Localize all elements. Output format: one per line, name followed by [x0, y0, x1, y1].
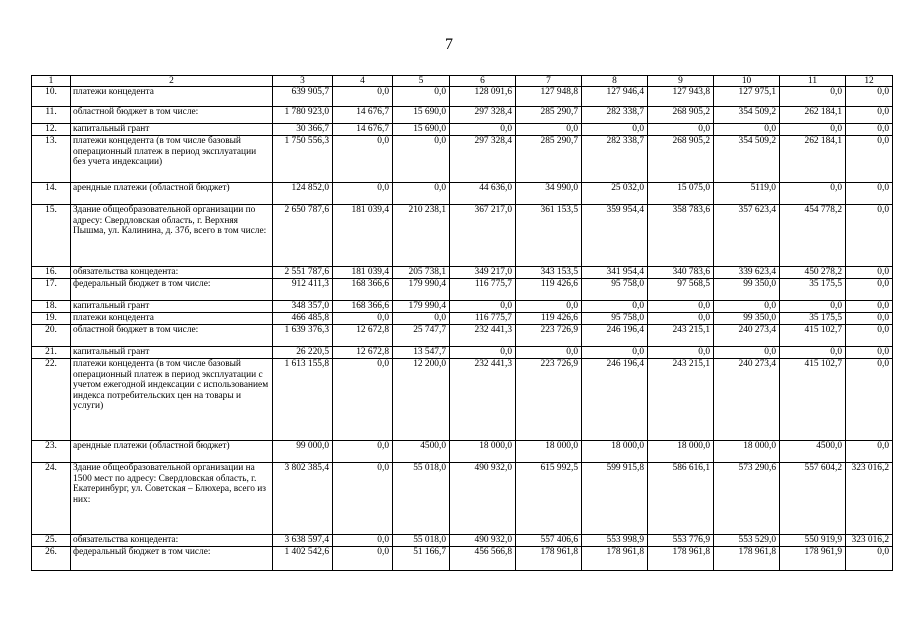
row-number-cell: 26. [32, 547, 71, 571]
amount-cell: 0,0 [648, 347, 714, 359]
row-number-cell: 10. [32, 87, 71, 107]
amount-cell: 323 016,2 [846, 535, 893, 547]
table-row [32, 107, 893, 124]
amount-cell: 0,0 [393, 136, 450, 183]
table-row [32, 205, 893, 267]
amount-cell: 35 175,5 [780, 279, 846, 301]
table-row [32, 347, 893, 359]
row-number-cell: 21. [32, 347, 71, 359]
row-number-cell: 16. [32, 267, 71, 279]
amount-cell: 97 568,5 [648, 279, 714, 301]
row-number-cell: 17. [32, 279, 71, 301]
amount-cell: 15 690,0 [393, 124, 450, 136]
amount-cell: 127 946,4 [582, 87, 648, 107]
amount-cell: 127 975,1 [714, 87, 780, 107]
amount-cell: 367 217,0 [450, 205, 516, 267]
amount-cell: 232 441,3 [450, 359, 516, 441]
column-number-header: 6 [450, 76, 516, 87]
amount-cell: 0,0 [582, 124, 648, 136]
amount-cell: 18 000,0 [648, 441, 714, 463]
amount-cell: 205 738,1 [393, 267, 450, 279]
amount-cell: 55 018,0 [393, 463, 450, 535]
column-number-header: 2 [71, 76, 273, 87]
page-number: 7 [445, 36, 453, 53]
amount-cell: 282 338,7 [582, 107, 648, 124]
amount-cell: 550 919,9 [780, 535, 846, 547]
amount-cell: 297 328,4 [450, 107, 516, 124]
amount-cell: 268 905,2 [648, 107, 714, 124]
amount-cell: 232 441,3 [450, 325, 516, 347]
amount-cell: 456 566,8 [450, 547, 516, 571]
row-number-cell: 24. [32, 463, 71, 535]
row-number-cell: 20. [32, 325, 71, 347]
item-name-cell: капитальный грант [71, 347, 273, 359]
amount-cell: 0,0 [333, 535, 393, 547]
amount-cell: 639 905,7 [273, 87, 333, 107]
item-name-cell: обязательства концедента: [71, 535, 273, 547]
table-header-row [32, 76, 893, 87]
column-number-header: 11 [780, 76, 846, 87]
amount-cell: 18 000,0 [450, 441, 516, 463]
column-number-header: 7 [516, 76, 582, 87]
budget-table [31, 75, 893, 571]
amount-cell: 573 290,6 [714, 463, 780, 535]
amount-cell: 124 852,0 [273, 183, 333, 205]
item-name-cell: Здание общеобразовательной организации на 1500 мест по адресу: Свердловская область, г. Екатеринбург, ул. Советская – Блюхера, всего из них: [71, 463, 273, 535]
amount-cell: 119 426,6 [516, 279, 582, 301]
amount-cell: 95 758,0 [582, 313, 648, 325]
amount-cell: 0,0 [846, 325, 893, 347]
amount-cell: 223 726,9 [516, 359, 582, 441]
column-number-header: 5 [393, 76, 450, 87]
row-number-cell: 23. [32, 441, 71, 463]
column-number-header: 9 [648, 76, 714, 87]
amount-cell: 0,0 [846, 87, 893, 107]
amount-cell: 0,0 [714, 347, 780, 359]
amount-cell: 3 802 385,4 [273, 463, 333, 535]
row-number-cell: 13. [32, 136, 71, 183]
column-number-header: 4 [333, 76, 393, 87]
table-row [32, 136, 893, 183]
amount-cell: 0,0 [450, 347, 516, 359]
amount-cell: 1 639 376,3 [273, 325, 333, 347]
amount-cell: 240 273,4 [714, 325, 780, 347]
amount-cell: 285 290,7 [516, 136, 582, 183]
amount-cell: 18 000,0 [516, 441, 582, 463]
amount-cell: 223 726,9 [516, 325, 582, 347]
amount-cell: 1 780 923,0 [273, 107, 333, 124]
amount-cell: 557 604,2 [780, 463, 846, 535]
item-name-cell: капитальный грант [71, 301, 273, 313]
amount-cell: 0,0 [846, 205, 893, 267]
amount-cell: 4500,0 [780, 441, 846, 463]
amount-cell: 34 990,0 [516, 183, 582, 205]
row-number-cell: 18. [32, 301, 71, 313]
amount-cell: 0,0 [333, 463, 393, 535]
amount-cell: 128 091,6 [450, 87, 516, 107]
column-number-header: 8 [582, 76, 648, 87]
amount-cell: 348 357,0 [273, 301, 333, 313]
budget-table-body [32, 76, 893, 571]
amount-cell: 0,0 [516, 301, 582, 313]
amount-cell: 0,0 [333, 183, 393, 205]
amount-cell: 0,0 [846, 347, 893, 359]
amount-cell: 178 961,9 [780, 547, 846, 571]
amount-cell: 361 153,5 [516, 205, 582, 267]
amount-cell: 0,0 [714, 301, 780, 313]
amount-cell: 354 509,2 [714, 107, 780, 124]
amount-cell: 0,0 [648, 313, 714, 325]
item-name-cell: арендные платежи (областной бюджет) [71, 183, 273, 205]
amount-cell: 2 650 787,6 [273, 205, 333, 267]
item-name-cell: федеральный бюджет в том числе: [71, 279, 273, 301]
amount-cell: 0,0 [846, 124, 893, 136]
item-name-cell: капитальный грант [71, 124, 273, 136]
amount-cell: 0,0 [333, 87, 393, 107]
column-number-header: 10 [714, 76, 780, 87]
amount-cell: 0,0 [582, 301, 648, 313]
amount-cell: 285 290,7 [516, 107, 582, 124]
amount-cell: 0,0 [582, 347, 648, 359]
amount-cell: 5119,0 [714, 183, 780, 205]
amount-cell: 0,0 [333, 441, 393, 463]
item-name-cell: областной бюджет в том числе: [71, 107, 273, 124]
amount-cell: 615 992,5 [516, 463, 582, 535]
amount-cell: 127 943,8 [648, 87, 714, 107]
amount-cell: 262 184,1 [780, 136, 846, 183]
column-number-header: 3 [273, 76, 333, 87]
amount-cell: 358 783,6 [648, 205, 714, 267]
amount-cell: 0,0 [846, 267, 893, 279]
table-row [32, 325, 893, 347]
amount-cell: 340 783,6 [648, 267, 714, 279]
amount-cell: 99 350,0 [714, 313, 780, 325]
amount-cell: 99 000,0 [273, 441, 333, 463]
amount-cell: 339 623,4 [714, 267, 780, 279]
amount-cell: 26 220,5 [273, 347, 333, 359]
amount-cell: 0,0 [393, 183, 450, 205]
amount-cell: 0,0 [516, 347, 582, 359]
table-row [32, 124, 893, 136]
amount-cell: 0,0 [846, 107, 893, 124]
amount-cell: 553 529,0 [714, 535, 780, 547]
amount-cell: 341 954,4 [582, 267, 648, 279]
amount-cell: 181 039,4 [333, 205, 393, 267]
amount-cell: 240 273,4 [714, 359, 780, 441]
amount-cell: 178 961,8 [648, 547, 714, 571]
amount-cell: 0,0 [846, 301, 893, 313]
table-row [32, 267, 893, 279]
amount-cell: 14 676,7 [333, 107, 393, 124]
item-name-cell: Здание общеобразовательной организации по адресу: Свердловская область, г. Верхняя Пышма, ул. Калинина, д. 37б, всего в том числе: [71, 205, 273, 267]
amount-cell: 0,0 [780, 347, 846, 359]
amount-cell: 0,0 [846, 279, 893, 301]
item-name-cell: платежи концедента [71, 313, 273, 325]
amount-cell: 0,0 [846, 313, 893, 325]
amount-cell: 354 509,2 [714, 136, 780, 183]
amount-cell: 0,0 [780, 124, 846, 136]
amount-cell: 181 039,4 [333, 267, 393, 279]
amount-cell: 297 328,4 [450, 136, 516, 183]
item-name-cell: платежи концедента [71, 87, 273, 107]
amount-cell: 490 932,0 [450, 463, 516, 535]
table-row [32, 301, 893, 313]
amount-cell: 0,0 [516, 124, 582, 136]
amount-cell: 179 990,4 [393, 279, 450, 301]
amount-cell: 0,0 [780, 183, 846, 205]
amount-cell: 12 672,8 [333, 347, 393, 359]
table-row [32, 535, 893, 547]
amount-cell: 243 215,1 [648, 325, 714, 347]
amount-cell: 119 426,6 [516, 313, 582, 325]
table-row [32, 547, 893, 571]
amount-cell: 168 366,6 [333, 279, 393, 301]
amount-cell: 323 016,2 [846, 463, 893, 535]
amount-cell: 210 238,1 [393, 205, 450, 267]
amount-cell: 179 990,4 [393, 301, 450, 313]
amount-cell: 415 102,7 [780, 325, 846, 347]
row-number-cell: 25. [32, 535, 71, 547]
table-row [32, 359, 893, 441]
amount-cell: 178 961,8 [714, 547, 780, 571]
amount-cell: 466 485,8 [273, 313, 333, 325]
amount-cell: 0,0 [846, 441, 893, 463]
amount-cell: 0,0 [393, 87, 450, 107]
amount-cell: 553 998,9 [582, 535, 648, 547]
column-number-header: 12 [846, 76, 893, 87]
amount-cell: 51 166,7 [393, 547, 450, 571]
amount-cell: 557 406,6 [516, 535, 582, 547]
table-row [32, 279, 893, 301]
amount-cell: 0,0 [846, 183, 893, 205]
amount-cell: 246 196,4 [582, 325, 648, 347]
amount-cell: 454 778,2 [780, 205, 846, 267]
amount-cell: 44 636,0 [450, 183, 516, 205]
amount-cell: 282 338,7 [582, 136, 648, 183]
amount-cell: 12 200,0 [393, 359, 450, 441]
amount-cell: 0,0 [846, 136, 893, 183]
amount-cell: 0,0 [780, 87, 846, 107]
amount-cell: 13 547,7 [393, 347, 450, 359]
amount-cell: 2 551 787,6 [273, 267, 333, 279]
table-row [32, 183, 893, 205]
amount-cell: 55 018,0 [393, 535, 450, 547]
amount-cell: 95 758,0 [582, 279, 648, 301]
amount-cell: 586 616,1 [648, 463, 714, 535]
amount-cell: 30 366,7 [273, 124, 333, 136]
amount-cell: 359 954,4 [582, 205, 648, 267]
amount-cell: 0,0 [648, 124, 714, 136]
amount-cell: 4500,0 [393, 441, 450, 463]
amount-cell: 357 623,4 [714, 205, 780, 267]
row-number-cell: 19. [32, 313, 71, 325]
amount-cell: 3 638 597,4 [273, 535, 333, 547]
row-number-cell: 15. [32, 205, 71, 267]
amount-cell: 15 690,0 [393, 107, 450, 124]
item-name-cell: арендные платежи (областной бюджет) [71, 441, 273, 463]
item-name-cell: областной бюджет в том числе: [71, 325, 273, 347]
column-number-header: 1 [32, 76, 71, 87]
row-number-cell: 11. [32, 107, 71, 124]
amount-cell: 14 676,7 [333, 124, 393, 136]
table-row [32, 441, 893, 463]
amount-cell: 0,0 [393, 313, 450, 325]
amount-cell: 0,0 [333, 313, 393, 325]
amount-cell: 116 775,7 [450, 279, 516, 301]
amount-cell: 0,0 [846, 359, 893, 441]
item-name-cell: обязательства концедента: [71, 267, 273, 279]
amount-cell: 0,0 [333, 359, 393, 441]
amount-cell: 1 750 556,3 [273, 136, 333, 183]
row-number-cell: 22. [32, 359, 71, 441]
amount-cell: 18 000,0 [714, 441, 780, 463]
row-number-cell: 12. [32, 124, 71, 136]
amount-cell: 490 932,0 [450, 535, 516, 547]
amount-cell: 178 961,8 [516, 547, 582, 571]
amount-cell: 1 402 542,6 [273, 547, 333, 571]
amount-cell: 1 613 155,8 [273, 359, 333, 441]
amount-cell: 0,0 [450, 124, 516, 136]
amount-cell: 599 915,8 [582, 463, 648, 535]
amount-cell: 168 366,6 [333, 301, 393, 313]
amount-cell: 0,0 [450, 301, 516, 313]
amount-cell: 25 747,7 [393, 325, 450, 347]
amount-cell: 553 776,9 [648, 535, 714, 547]
item-name-cell: платежи концедента (в том числе базовый операционный платеж в период эксплуатации без учета индексации) [71, 136, 273, 183]
amount-cell: 99 350,0 [714, 279, 780, 301]
amount-cell: 243 215,1 [648, 359, 714, 441]
amount-cell: 0,0 [648, 301, 714, 313]
row-number-cell: 14. [32, 183, 71, 205]
amount-cell: 12 672,8 [333, 325, 393, 347]
amount-cell: 343 153,5 [516, 267, 582, 279]
amount-cell: 116 775,7 [450, 313, 516, 325]
amount-cell: 415 102,7 [780, 359, 846, 441]
amount-cell: 0,0 [846, 547, 893, 571]
amount-cell: 15 075,0 [648, 183, 714, 205]
table-row [32, 87, 893, 107]
table-row [32, 313, 893, 325]
amount-cell: 18 000,0 [582, 441, 648, 463]
item-name-cell: платежи концедента (в том числе базовый операционный платеж в период эксплуатации с учетом ежегодной индексации с использованием индекса потребительских цен на товары и услуги) [71, 359, 273, 441]
amount-cell: 349 217,0 [450, 267, 516, 279]
amount-cell: 0,0 [780, 301, 846, 313]
amount-cell: 0,0 [333, 136, 393, 183]
amount-cell: 268 905,2 [648, 136, 714, 183]
amount-cell: 178 961,8 [582, 547, 648, 571]
amount-cell: 0,0 [714, 124, 780, 136]
amount-cell: 450 278,2 [780, 267, 846, 279]
amount-cell: 912 411,3 [273, 279, 333, 301]
amount-cell: 246 196,4 [582, 359, 648, 441]
amount-cell: 25 032,0 [582, 183, 648, 205]
amount-cell: 0,0 [333, 547, 393, 571]
amount-cell: 127 948,8 [516, 87, 582, 107]
item-name-cell: федеральный бюджет в том числе: [71, 547, 273, 571]
amount-cell: 262 184,1 [780, 107, 846, 124]
table-row [32, 463, 893, 535]
amount-cell: 35 175,5 [780, 313, 846, 325]
